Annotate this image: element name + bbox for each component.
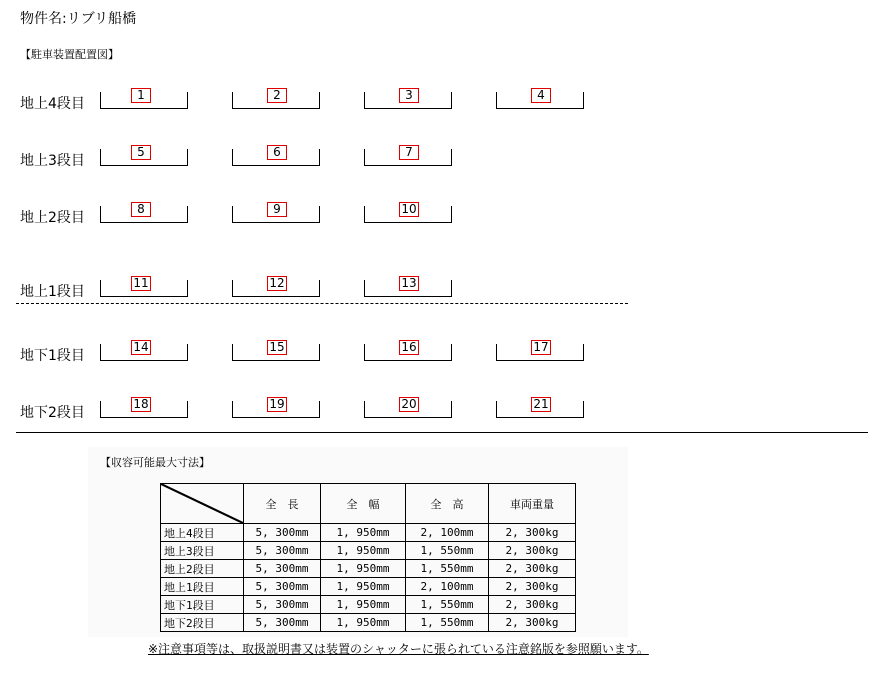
slot-number: 11 <box>131 276 151 291</box>
slot-number: 12 <box>267 276 287 291</box>
parking-slot <box>364 202 452 223</box>
page-title: 物件名:リブリ船橋 <box>20 11 137 27</box>
parking-slot <box>100 340 188 361</box>
slot-number: 3 <box>399 88 419 103</box>
level-label: 地上1段目 <box>20 284 85 300</box>
parking-slot <box>100 202 188 223</box>
table-cell: 1, 950mm <box>321 542 406 560</box>
row-level-cell: 地下1段目 <box>161 596 244 614</box>
row-level-cell: 地上2段目 <box>161 560 244 578</box>
ground-level-line <box>16 303 628 304</box>
table-cell: 1, 950mm <box>321 614 406 632</box>
table-cell: 2, 100mm <box>406 524 489 542</box>
dimensions-table <box>160 483 576 632</box>
level-label: 地上2段目 <box>20 210 85 226</box>
slot-number: 16 <box>399 340 419 355</box>
table-cell: 2, 300kg <box>489 542 576 560</box>
caution-note: ※注意事項等は、取扱説明書又は装置のシャッターに張られている注意銘版を参照願います。 <box>148 642 649 656</box>
slot-number: 7 <box>399 145 419 160</box>
table-cell: 2, 300kg <box>489 596 576 614</box>
dimensions-title: 【収容可能最大寸法】 <box>100 456 210 469</box>
table-cell: 2, 300kg <box>489 524 576 542</box>
slot-number: 6 <box>267 145 287 160</box>
table-cell: 1, 550mm <box>406 614 489 632</box>
slot-number: 15 <box>267 340 287 355</box>
table-cell: 1, 550mm <box>406 542 489 560</box>
slot-number: 20 <box>399 397 419 412</box>
parking-slot <box>496 397 584 418</box>
parking-slot <box>232 88 320 109</box>
slot-number: 17 <box>531 340 551 355</box>
table-cell: 5, 300mm <box>244 524 321 542</box>
level-label: 地下1段目 <box>20 348 85 364</box>
diagonal-header-cell <box>161 484 244 524</box>
table-cell: 5, 300mm <box>244 542 321 560</box>
slot-number: 8 <box>131 202 151 217</box>
table-row <box>161 560 576 578</box>
parking-slot <box>100 276 188 297</box>
slot-number: 19 <box>267 397 287 412</box>
slot-number: 9 <box>267 202 287 217</box>
row-level-cell: 地上3段目 <box>161 542 244 560</box>
parking-slot <box>364 340 452 361</box>
level-label: 地上3段目 <box>20 153 85 169</box>
table-cell: 2, 300kg <box>489 578 576 596</box>
table-row <box>161 596 576 614</box>
table-row <box>161 524 576 542</box>
level-label: 地下2段目 <box>20 405 85 421</box>
slot-number: 18 <box>131 397 151 412</box>
header-weight: 車両重量 <box>489 484 576 524</box>
parking-slot <box>232 397 320 418</box>
table-cell: 5, 300mm <box>244 578 321 596</box>
slot-number: 21 <box>531 397 551 412</box>
slot-number: 14 <box>131 340 151 355</box>
parking-slot <box>100 145 188 166</box>
table-header-row <box>161 484 576 524</box>
table-row <box>161 578 576 596</box>
table-row <box>161 542 576 560</box>
slot-number: 1 <box>131 88 151 103</box>
parking-slot <box>364 276 452 297</box>
row-level-cell: 地上1段目 <box>161 578 244 596</box>
row-level-cell: 地下2段目 <box>161 614 244 632</box>
parking-slot <box>364 145 452 166</box>
table-cell: 5, 300mm <box>244 560 321 578</box>
slot-number: 2 <box>267 88 287 103</box>
table-cell: 2, 300kg <box>489 614 576 632</box>
parking-slot <box>232 340 320 361</box>
table-cell: 1, 950mm <box>321 596 406 614</box>
slot-number: 4 <box>531 88 551 103</box>
parking-slot <box>232 202 320 223</box>
table-cell: 5, 300mm <box>244 614 321 632</box>
section-divider <box>16 432 868 433</box>
table-row <box>161 614 576 632</box>
parking-slot <box>232 276 320 297</box>
parking-slot <box>232 145 320 166</box>
parking-slot <box>496 88 584 109</box>
slot-number: 5 <box>131 145 151 160</box>
parking-slot <box>364 397 452 418</box>
slot-number: 13 <box>399 276 419 291</box>
parking-slot <box>100 88 188 109</box>
header-height: 全 高 <box>406 484 489 524</box>
row-level-cell: 地上4段目 <box>161 524 244 542</box>
slot-number: 10 <box>399 202 419 217</box>
parking-slot <box>496 340 584 361</box>
table-cell: 2, 100mm <box>406 578 489 596</box>
parking-slot <box>100 397 188 418</box>
parking-slot <box>364 88 452 109</box>
header-length: 全 長 <box>244 484 321 524</box>
level-label: 地上4段目 <box>20 96 85 112</box>
table-cell: 5, 300mm <box>244 596 321 614</box>
table-cell: 1, 950mm <box>321 524 406 542</box>
table-cell: 1, 950mm <box>321 560 406 578</box>
table-cell: 2, 300kg <box>489 560 576 578</box>
layout-heading: 【駐車装置配置図】 <box>20 48 119 61</box>
table-cell: 1, 550mm <box>406 560 489 578</box>
table-cell: 1, 550mm <box>406 596 489 614</box>
header-width: 全 幅 <box>321 484 406 524</box>
table-cell: 1, 950mm <box>321 578 406 596</box>
